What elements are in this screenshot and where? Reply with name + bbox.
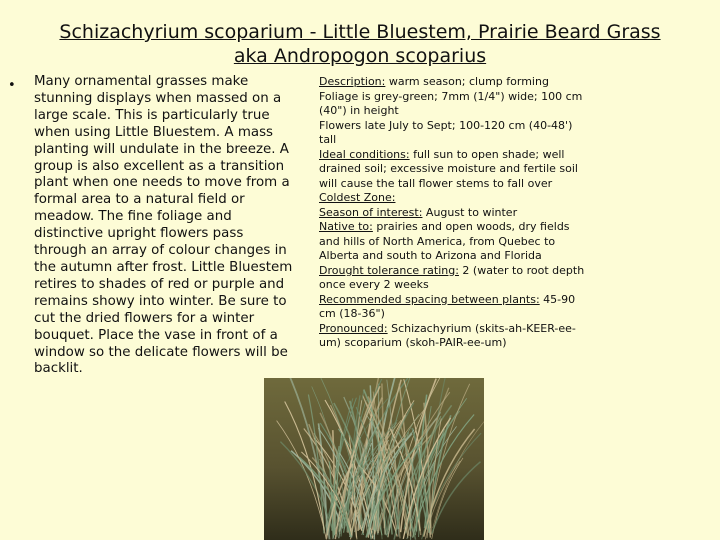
title-line-1: Schizachyrium scoparium - Little Bluestem, Prairie Beard Grass xyxy=(59,21,661,43)
detail-text: warm season; clump forming xyxy=(385,75,549,88)
detail-text: Foliage is grey-green; 7mm (1/4") wide; 100 cm (40") in height xyxy=(319,89,583,117)
detail-label: Pronounced: xyxy=(319,321,388,335)
detail-text: 45-90 cm (18-36") xyxy=(319,292,576,320)
detail-label: Description: xyxy=(319,75,386,88)
detail-label: Coldest Zone: xyxy=(319,191,396,204)
detail-row xyxy=(319,293,589,322)
detail-row xyxy=(319,148,589,192)
detail-text: full sun to open shade; well drained soil; excessive moisture and fertile soil will cause the tall flower stems to fall over xyxy=(319,147,578,190)
bullet-marker: • xyxy=(8,78,16,93)
detail-label: Recommended spacing between plants: xyxy=(319,292,540,306)
detail-text: Flowers late July to Sept; 100-120 cm (40-48') tall xyxy=(319,118,573,146)
detail-text: prairies and open woods, dry fields and hills of North America, from Quebec to Alberta and south to Arizona and Florida xyxy=(319,220,570,262)
detail-label: Ideal conditions: xyxy=(319,147,410,161)
detail-row xyxy=(319,220,589,264)
plant-details xyxy=(319,75,589,351)
detail-text: August to winter xyxy=(422,205,518,219)
detail-row xyxy=(319,206,589,221)
detail-label: Season of interest: xyxy=(319,205,423,219)
detail-row xyxy=(319,75,589,90)
grass-photo xyxy=(264,378,484,540)
title-line-2: aka Andropogon scoparius xyxy=(233,45,487,67)
detail-row xyxy=(319,90,589,119)
grass-illustration xyxy=(264,378,484,540)
detail-label: Drought tolerance rating: xyxy=(319,263,459,277)
detail-row xyxy=(319,264,589,293)
detail-text: Schizachyrium (skits-ah-KEER-ee-um) scoparium (skoh-PAIR-ee-um) xyxy=(319,321,576,349)
slide-title xyxy=(40,20,680,68)
description-paragraph: Many ornamental grasses make stunning displays when massed on a large scale. This is particularly true when using Little Bluestem. A mass planting will undulate in the breeze. A group is also excellent as a transition plant when one needs to move from a formal area to a natural field or meadow. The fine foliage and distinctive upright flowers pass through an array of colour changes in the autumn after frost. Little Bluestem retires to shades of red or purple and remains showy into winter. Be sure to cut the dried flowers for a winter bouquet. Place the vase in front of a window so the delicate flowers will be backlit. xyxy=(34,74,293,377)
detail-row xyxy=(319,119,589,148)
detail-row xyxy=(319,322,589,351)
detail-label: Native to: xyxy=(319,220,373,233)
detail-row xyxy=(319,191,589,206)
detail-text: 2 (water to root depth once every 2 weeks xyxy=(319,263,585,291)
